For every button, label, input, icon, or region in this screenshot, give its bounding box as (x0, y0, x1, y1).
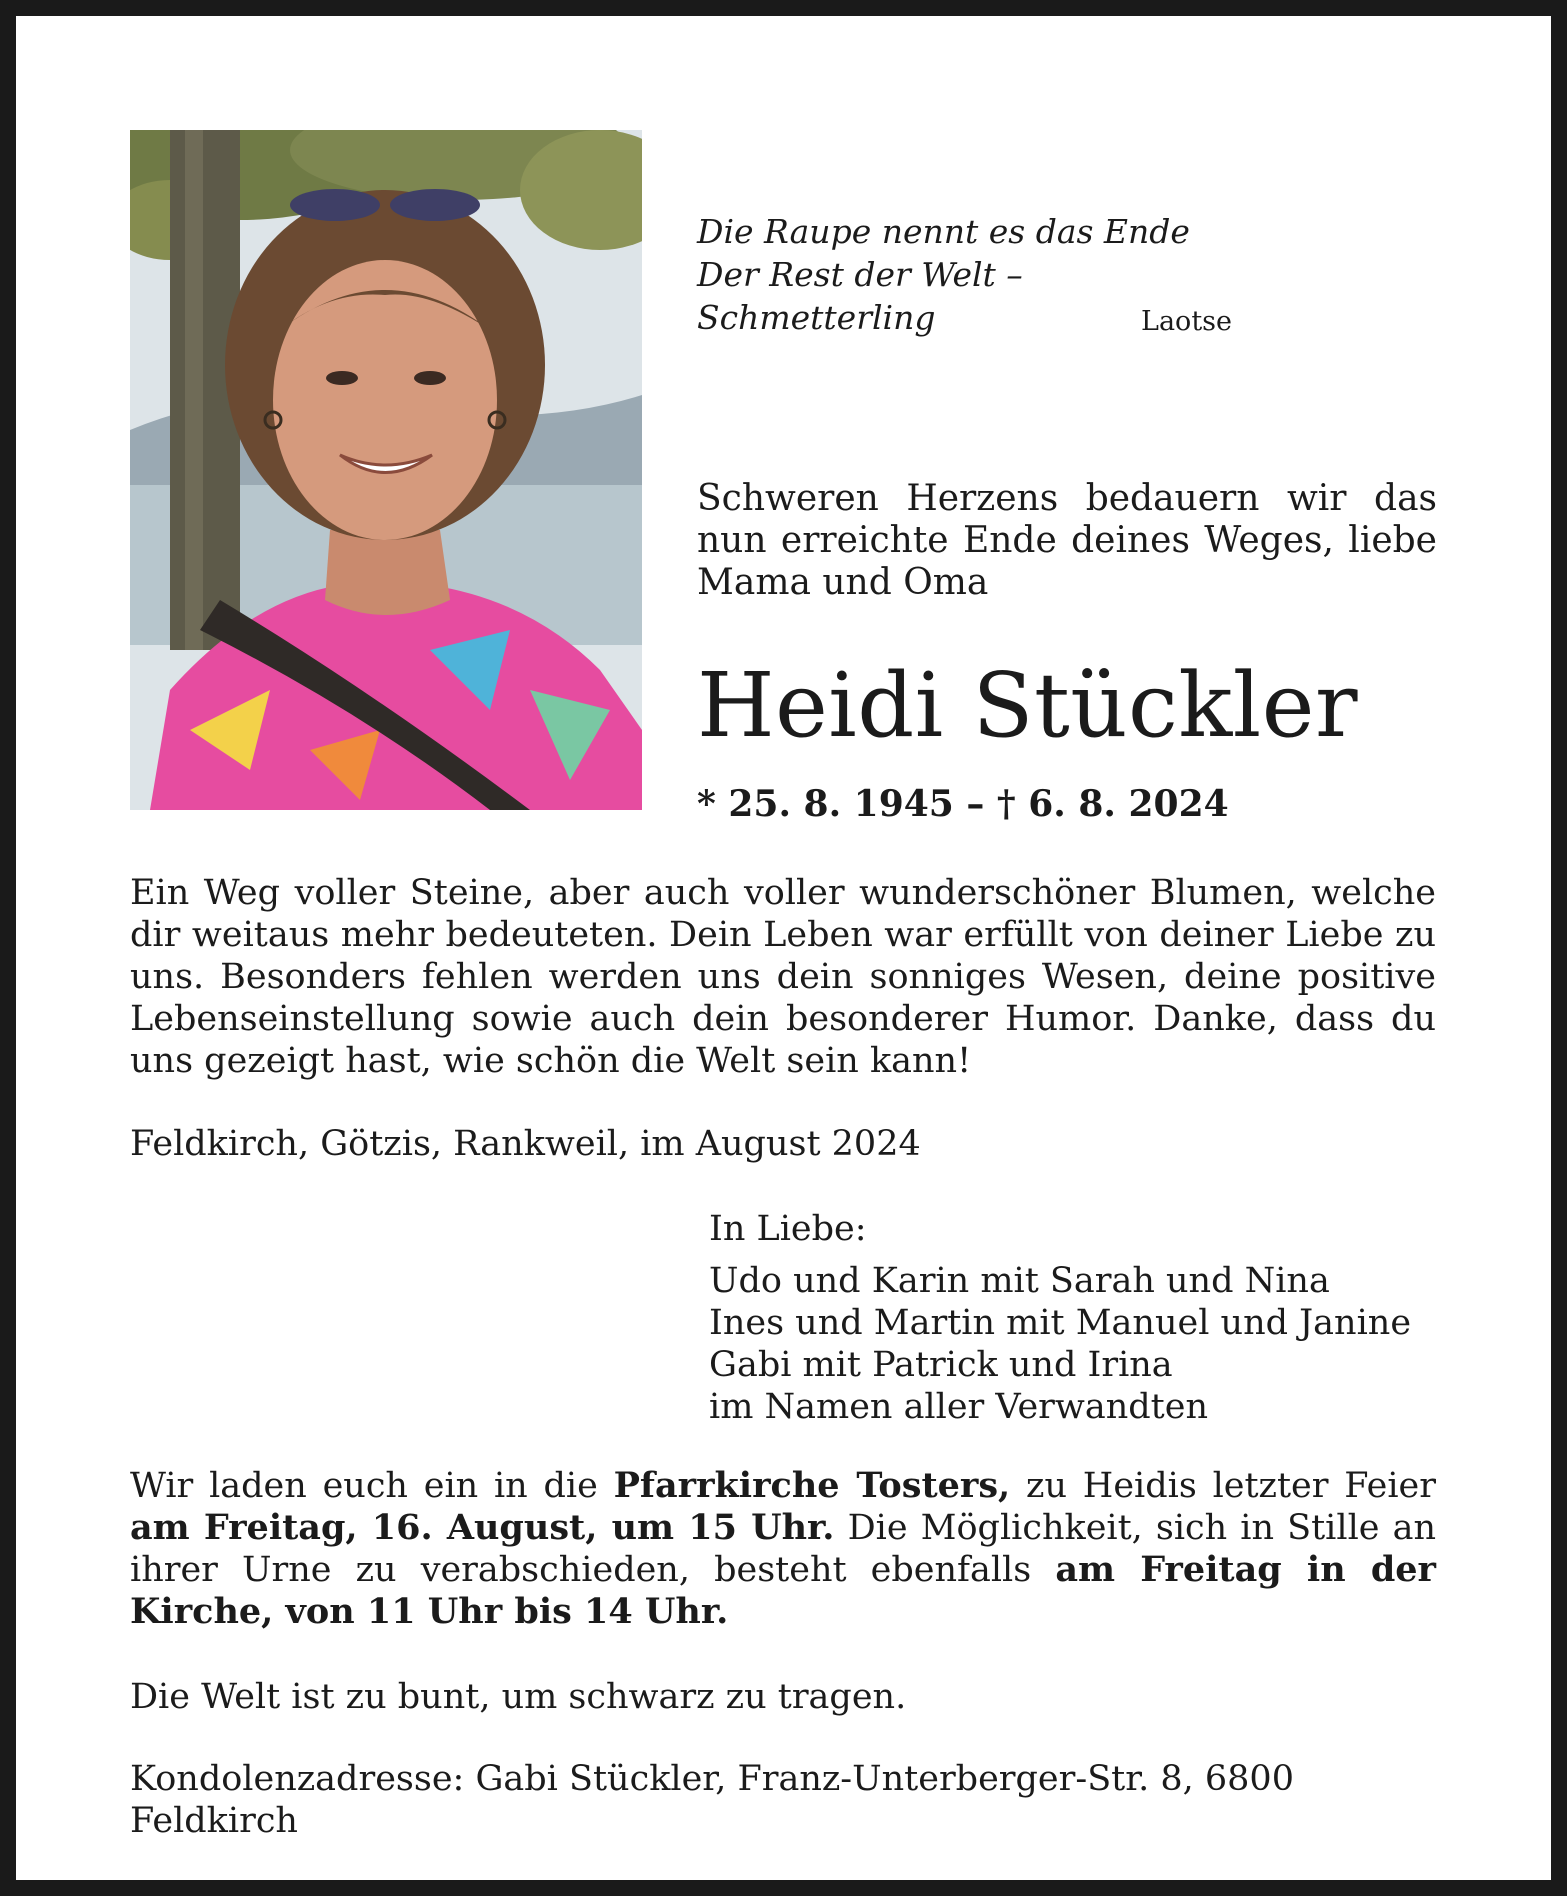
mourners-block (709, 1208, 1469, 1428)
place-and-date: Feldkirch, Götzis, Rankweil, im August 2024 (130, 1124, 921, 1164)
intro-text: Schweren Herzens bedauern wir das nun erreichte Ende deines Weges, liebe Mama und Oma (697, 478, 1437, 603)
deceased-name: Heidi Stückler (697, 653, 1358, 757)
invitation-text: Wir laden euch ein in die (130, 1466, 614, 1506)
invitation-text: Die Möglichkeit, sich in Stille an ihrer Urne zu verabschieden, besteht ebenfalls (130, 1508, 1436, 1590)
life-dates: * 25. 8. 1945 – † 6. 8. 2024 (697, 783, 1229, 825)
mourner-line: im Namen aller Verwandten (709, 1387, 1208, 1427)
funeral-invitation (130, 1465, 1436, 1633)
mourners-heading: In Liebe: (709, 1209, 867, 1249)
invitation-church: Pfarrkirche Tosters, (613, 1465, 1011, 1506)
invitation-text: zu Heidis letzter Feier (1010, 1466, 1436, 1506)
quote-line-1: Die Raupe nennt es das Ende (697, 212, 1190, 251)
invitation-date-time: am Freitag, 16. August, um 15 Uhr. (130, 1507, 835, 1548)
closing-line: Die Welt ist zu bunt, um schwarz zu tragen. (130, 1677, 907, 1717)
mourners-list (709, 1260, 1469, 1428)
portrait-photo (130, 130, 642, 810)
mourner-line: Ines und Martin mit Manuel und Janine (709, 1303, 1412, 1343)
quote-author: Laotse (1141, 306, 1232, 337)
quote-line-2: Der Rest der Welt – Schmetterling (697, 255, 1023, 337)
condolence-address: Kondolenzadresse: Gabi Stückler, Franz-Unterberger-Str. 8, 6800 Feldkirch (130, 1759, 1294, 1841)
invitation-viewing-time: am Freitag in der Kirche, von 11 Uhr bis 14 Uhr. (130, 1549, 1437, 1632)
mourner-line: Udo und Karin mit Sarah und Nina (709, 1261, 1330, 1301)
tribute-paragraph: Ein Weg voller Steine, aber auch voller wunderschöner Blumen, welche dir weitaus mehr bedeuteten. Dein Leben war erfüllt von deiner Liebe zu uns. Besonders fehlen werden uns dein sonniges Wesen, deine positive Lebenseinstellung sowie auch dein besonderer Humor. Danke, dass du uns gezeigt hast, wie schön die Welt sein kann! (130, 873, 1436, 1081)
mourner-line: Gabi mit Patrick und Irina (709, 1345, 1173, 1385)
